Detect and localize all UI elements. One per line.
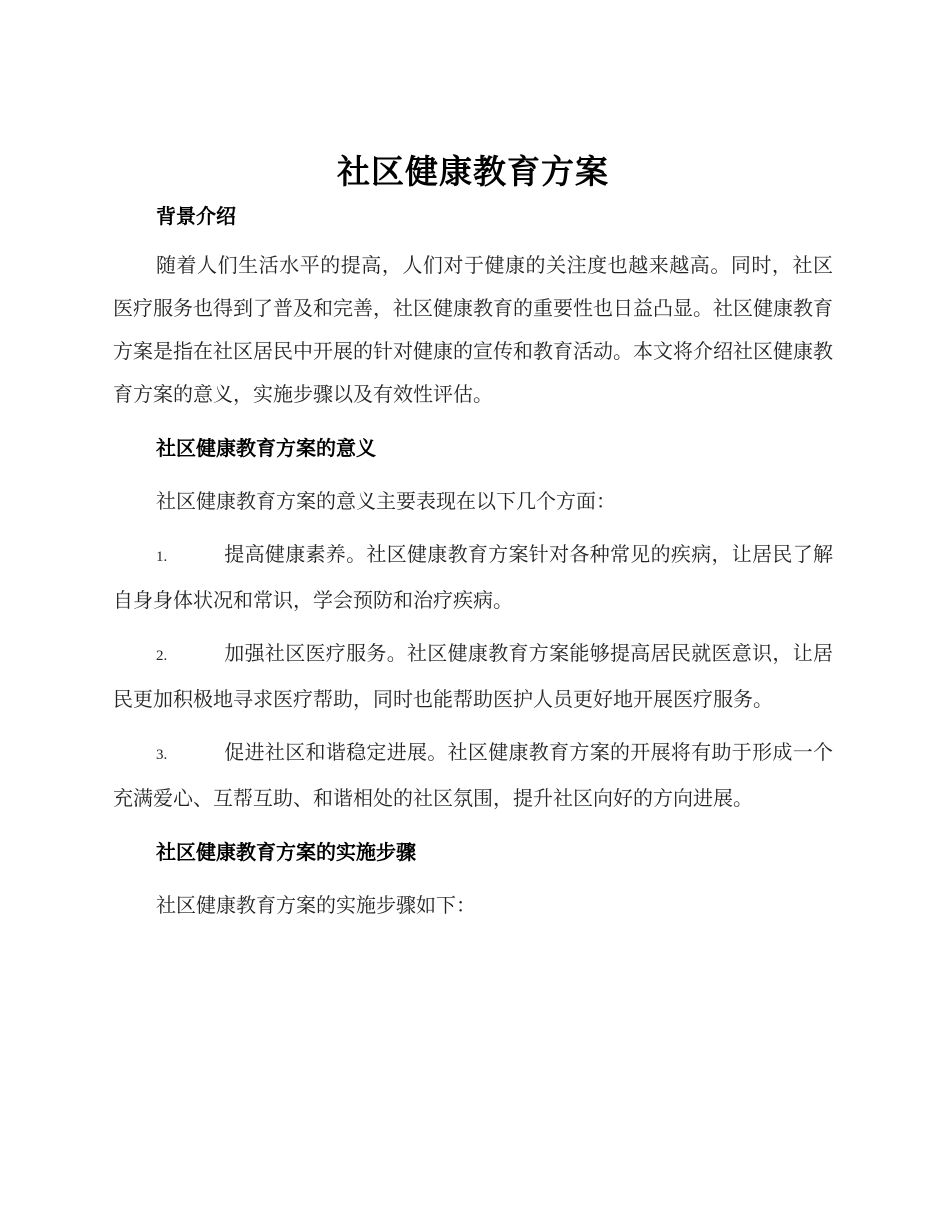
implementation-intro: 社区健康教育方案的实施步骤如下： [156,893,476,917]
list-item [113,731,833,820]
background-paragraph: 随着人们生活水平的提高，人们对于健康的关注度也越来越高。同时，社区医疗服务也得到了普及和完善，社区健康教育的重要性也日益凸显。社区健康教育方案是指在社区居民中开展的针对健康的宣传和教育活动。本文将介绍社区健康教育方案的意义，实施步骤以及有效性评估。 [113,253,833,406]
list-item-number: 2. [156,648,168,664]
list-item-number: 1. [156,549,168,565]
significance-intro: 社区健康教育方案的意义主要表现在以下几个方面： [156,489,616,513]
list-item-text: 提高健康素养。社区健康教育方案针对各种常见的疾病，让居民了解自身身体状况和常识，学会预防和治疗疾病。 [113,542,833,612]
document-title: 社区健康教育方案 [337,152,609,191]
section-heading-implementation: 社区健康教育方案的实施步骤 [156,840,416,864]
list-item-number: 3. [156,747,168,763]
document-body [113,150,833,927]
list-item [113,632,833,721]
list-item-text: 加强社区医疗服务。社区健康教育方案能够提高居民就医意识，让居民更加积极地寻求医疗帮助，同时也能帮助医护人员更好地开展医疗服务。 [113,641,833,711]
list-item-text: 促进社区和谐稳定进展。社区健康教育方案的开展将有助于形成一个充满爱心、互帮互助、和谐相处的社区氛围，提升社区向好的方向进展。 [113,740,833,810]
section-heading-significance: 社区健康教育方案的意义 [156,436,376,460]
section-heading-background: 背景介绍 [156,204,236,228]
list-item [113,533,833,622]
